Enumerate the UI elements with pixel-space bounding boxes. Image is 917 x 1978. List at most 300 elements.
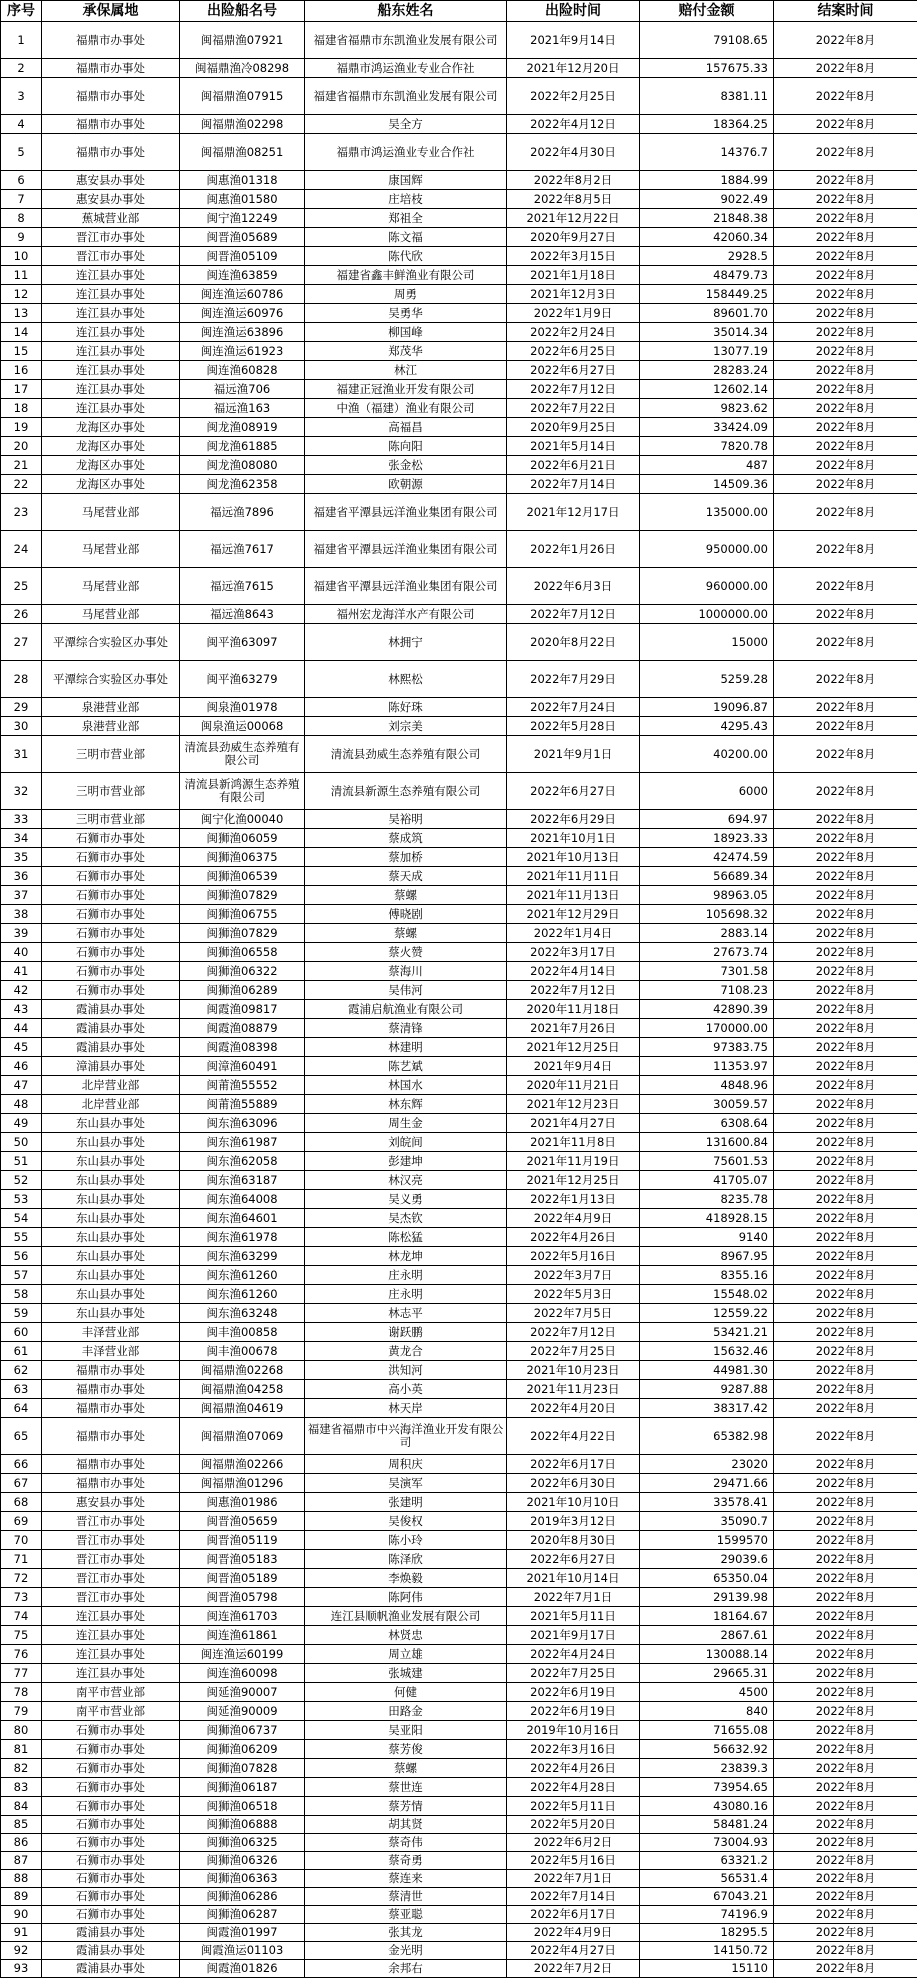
row-owner: 福鼎市鸿运渔业专业合作社 — [305, 59, 507, 78]
table-row — [1, 1683, 917, 1702]
row-amount: 487 — [640, 456, 774, 475]
row-closed-date: 2022年8月 — [774, 773, 917, 810]
row-index: 8 — [1, 209, 42, 228]
row-amount: 74196.9 — [640, 1906, 774, 1924]
row-amount: 29471.66 — [640, 1474, 774, 1493]
row-vessel: 闽狮渔06059 — [180, 829, 305, 848]
row-closed-date: 2022年8月 — [774, 736, 917, 773]
table-row — [1, 568, 917, 605]
row-incident-date: 2022年3月15日 — [507, 247, 640, 266]
row-index: 50 — [1, 1133, 42, 1152]
row-closed-date: 2022年8月 — [774, 810, 917, 829]
row-index: 22 — [1, 475, 42, 494]
row-closed-date: 2022年8月 — [774, 1721, 917, 1740]
row-incident-date: 2022年8月5日 — [507, 190, 640, 209]
row-incident-date: 2021年7月26日 — [507, 1019, 640, 1038]
table-row — [1, 1455, 917, 1474]
row-amount: 89601.70 — [640, 304, 774, 323]
row-vessel: 闽东渔64008 — [180, 1190, 305, 1209]
row-owner: 蔡天成 — [305, 867, 507, 886]
row-index: 33 — [1, 810, 42, 829]
row-vessel: 闽晋渔05798 — [180, 1588, 305, 1607]
row-vessel: 闽连渔运60976 — [180, 304, 305, 323]
row-office: 福鼎市办事处 — [42, 78, 180, 115]
row-vessel: 闽丰渔00858 — [180, 1323, 305, 1342]
row-closed-date: 2022年8月 — [774, 886, 917, 905]
row-owner: 田路金 — [305, 1702, 507, 1721]
table-row — [1, 437, 917, 456]
row-owner: 周勇 — [305, 285, 507, 304]
row-office: 北岸营业部 — [42, 1076, 180, 1095]
row-index: 75 — [1, 1626, 42, 1645]
row-closed-date: 2022年8月 — [774, 1228, 917, 1247]
row-amount: 2867.61 — [640, 1626, 774, 1645]
row-office: 连江县办事处 — [42, 380, 180, 399]
row-owner: 林汉亮 — [305, 1171, 507, 1190]
row-office: 石狮市办事处 — [42, 981, 180, 1000]
row-index: 12 — [1, 285, 42, 304]
table-row — [1, 1512, 917, 1531]
row-vessel: 闽东渔63187 — [180, 1171, 305, 1190]
row-closed-date: 2022年8月 — [774, 848, 917, 867]
row-incident-date: 2022年1月9日 — [507, 304, 640, 323]
table-row — [1, 418, 917, 437]
table-row — [1, 1323, 917, 1342]
table-row — [1, 22, 917, 59]
row-incident-date: 2022年6月2日 — [507, 1834, 640, 1852]
row-index: 11 — [1, 266, 42, 285]
table-row — [1, 698, 917, 717]
row-amount: 7820.78 — [640, 437, 774, 456]
row-closed-date: 2022年8月 — [774, 981, 917, 1000]
row-office: 石狮市办事处 — [42, 867, 180, 886]
row-owner: 福建省福鼎市东凯渔业发展有限公司 — [305, 78, 507, 115]
row-office: 福鼎市办事处 — [42, 1399, 180, 1418]
row-office: 南平市营业部 — [42, 1683, 180, 1702]
row-amount: 18295.5 — [640, 1924, 774, 1942]
row-amount: 2928.5 — [640, 247, 774, 266]
row-incident-date: 2021年5月11日 — [507, 1607, 640, 1626]
row-owner: 清流县新源生态养殖有限公司 — [305, 773, 507, 810]
row-closed-date: 2022年8月 — [774, 1399, 917, 1418]
row-owner: 柳国峰 — [305, 323, 507, 342]
row-office: 平潭综合实验区办事处 — [42, 661, 180, 698]
row-amount: 9287.88 — [640, 1380, 774, 1399]
row-closed-date: 2022年8月 — [774, 1342, 917, 1361]
row-office: 龙海区办事处 — [42, 418, 180, 437]
row-index: 72 — [1, 1569, 42, 1588]
row-vessel: 闽平渔63097 — [180, 624, 305, 661]
row-owner: 林国水 — [305, 1076, 507, 1095]
row-vessel: 福远渔163 — [180, 399, 305, 418]
row-vessel: 闽狮渔06518 — [180, 1797, 305, 1816]
row-vessel: 闽福鼎渔07069 — [180, 1418, 305, 1455]
row-vessel: 闽晋渔05119 — [180, 1531, 305, 1550]
row-owner: 陈泽欣 — [305, 1550, 507, 1569]
row-owner: 蔡芳俊 — [305, 1740, 507, 1759]
row-vessel: 闽惠渔01580 — [180, 190, 305, 209]
table-row — [1, 342, 917, 361]
row-closed-date: 2022年8月 — [774, 1493, 917, 1512]
row-closed-date: 2022年8月 — [774, 905, 917, 924]
row-amount: 6308.64 — [640, 1114, 774, 1133]
row-index: 76 — [1, 1645, 42, 1664]
row-vessel: 清流县新鸿源生态养殖有限公司 — [180, 773, 305, 810]
row-owner: 庄永明 — [305, 1266, 507, 1285]
row-incident-date: 2021年1月18日 — [507, 266, 640, 285]
row-amount: 23839.3 — [640, 1759, 774, 1778]
row-office: 石狮市办事处 — [42, 829, 180, 848]
table-row — [1, 247, 917, 266]
table-row — [1, 1493, 917, 1512]
row-office: 丰泽营业部 — [42, 1342, 180, 1361]
row-vessel: 闽狮渔06363 — [180, 1870, 305, 1888]
row-closed-date: 2022年8月 — [774, 418, 917, 437]
row-closed-date: 2022年8月 — [774, 437, 917, 456]
row-office: 东山县办事处 — [42, 1304, 180, 1323]
row-vessel: 闽狮渔06375 — [180, 848, 305, 867]
row-owner: 蔡世连 — [305, 1778, 507, 1797]
table-row — [1, 1834, 917, 1852]
row-index: 66 — [1, 1455, 42, 1474]
row-office: 马尾营业部 — [42, 531, 180, 568]
row-amount: 4500 — [640, 1683, 774, 1702]
row-amount: 4295.43 — [640, 717, 774, 736]
row-closed-date: 2022年8月 — [774, 1474, 917, 1493]
row-vessel: 闽狮渔06755 — [180, 905, 305, 924]
row-closed-date: 2022年8月 — [774, 1455, 917, 1474]
row-vessel: 福远渔8643 — [180, 605, 305, 624]
row-closed-date: 2022年8月 — [774, 1285, 917, 1304]
row-closed-date: 2022年8月 — [774, 1133, 917, 1152]
row-office: 石狮市办事处 — [42, 848, 180, 867]
row-owner: 周生金 — [305, 1114, 507, 1133]
row-incident-date: 2022年4月20日 — [507, 1399, 640, 1418]
row-incident-date: 2022年7月22日 — [507, 399, 640, 418]
row-office: 晋江市办事处 — [42, 1588, 180, 1607]
row-incident-date: 2022年7月25日 — [507, 1342, 640, 1361]
row-closed-date: 2022年8月 — [774, 1778, 917, 1797]
row-owner: 蔡加桥 — [305, 848, 507, 867]
row-incident-date: 2020年8月30日 — [507, 1531, 640, 1550]
row-vessel: 闽晋渔05659 — [180, 1512, 305, 1531]
row-incident-date: 2022年7月2日 — [507, 1960, 640, 1978]
row-closed-date: 2022年8月 — [774, 531, 917, 568]
row-incident-date: 2022年6月3日 — [507, 568, 640, 605]
row-incident-date: 2022年7月12日 — [507, 605, 640, 624]
row-closed-date: 2022年8月 — [774, 1171, 917, 1190]
row-incident-date: 2022年4月9日 — [507, 1209, 640, 1228]
row-index: 68 — [1, 1493, 42, 1512]
table-row — [1, 1721, 917, 1740]
row-incident-date: 2021年10月13日 — [507, 848, 640, 867]
row-vessel: 闽狮渔06286 — [180, 1888, 305, 1906]
row-incident-date: 2021年4月27日 — [507, 1114, 640, 1133]
row-office: 福鼎市办事处 — [42, 59, 180, 78]
row-incident-date: 2022年1月26日 — [507, 531, 640, 568]
row-owner: 陈代欣 — [305, 247, 507, 266]
row-incident-date: 2020年11月18日 — [507, 1000, 640, 1019]
row-owner: 胡其贤 — [305, 1816, 507, 1834]
row-office: 晋江市办事处 — [42, 228, 180, 247]
row-owner: 林熙松 — [305, 661, 507, 698]
table-row — [1, 1190, 917, 1209]
row-index: 39 — [1, 924, 42, 943]
table-row — [1, 1171, 917, 1190]
row-owner: 吴义勇 — [305, 1190, 507, 1209]
row-incident-date: 2022年5月28日 — [507, 717, 640, 736]
row-owner: 陈艺斌 — [305, 1057, 507, 1076]
table-row — [1, 624, 917, 661]
row-vessel: 闽晋渔05189 — [180, 1569, 305, 1588]
row-closed-date: 2022年8月 — [774, 1569, 917, 1588]
row-incident-date: 2022年4月9日 — [507, 1924, 640, 1942]
row-office: 石狮市办事处 — [42, 1721, 180, 1740]
row-incident-date: 2022年4月22日 — [507, 1418, 640, 1455]
table-row — [1, 78, 917, 115]
row-owner: 福建省福鼎市中兴海洋渔业开发有限公司 — [305, 1418, 507, 1455]
table-row — [1, 1870, 917, 1888]
row-closed-date: 2022年8月 — [774, 1626, 917, 1645]
row-vessel: 闽狮渔07829 — [180, 924, 305, 943]
header-vessel: 出险船名号 — [180, 1, 305, 22]
row-vessel: 闽福鼎渔冷08298 — [180, 59, 305, 78]
row-amount: 41705.07 — [640, 1171, 774, 1190]
row-office: 三明市营业部 — [42, 773, 180, 810]
table-row — [1, 59, 917, 78]
table-row — [1, 1960, 917, 1978]
row-closed-date: 2022年8月 — [774, 399, 917, 418]
row-amount: 15632.46 — [640, 1342, 774, 1361]
row-index: 7 — [1, 190, 42, 209]
row-amount: 67043.21 — [640, 1888, 774, 1906]
row-owner: 张其龙 — [305, 1924, 507, 1942]
row-owner: 蔡螺 — [305, 924, 507, 943]
row-vessel: 闽福鼎渔01296 — [180, 1474, 305, 1493]
row-incident-date: 2022年7月12日 — [507, 981, 640, 1000]
row-index: 34 — [1, 829, 42, 848]
row-index: 74 — [1, 1607, 42, 1626]
row-index: 10 — [1, 247, 42, 266]
row-amount: 44981.30 — [640, 1361, 774, 1380]
row-index: 28 — [1, 661, 42, 698]
row-amount: 131600.84 — [640, 1133, 774, 1152]
row-incident-date: 2021年12月22日 — [507, 209, 640, 228]
row-index: 56 — [1, 1247, 42, 1266]
row-closed-date: 2022年8月 — [774, 1942, 917, 1960]
row-office: 北岸营业部 — [42, 1095, 180, 1114]
row-closed-date: 2022年8月 — [774, 494, 917, 531]
row-amount: 6000 — [640, 773, 774, 810]
header-office: 承保属地 — [42, 1, 180, 22]
table-row — [1, 1740, 917, 1759]
row-closed-date: 2022年8月 — [774, 1380, 917, 1399]
row-vessel: 闽东渔63299 — [180, 1247, 305, 1266]
row-vessel: 闽狮渔06325 — [180, 1834, 305, 1852]
table-row — [1, 475, 917, 494]
row-index: 41 — [1, 962, 42, 981]
row-vessel: 闽连渔运63896 — [180, 323, 305, 342]
row-vessel: 闽漳渔60491 — [180, 1057, 305, 1076]
row-office: 石狮市办事处 — [42, 924, 180, 943]
row-index: 84 — [1, 1797, 42, 1816]
row-index: 9 — [1, 228, 42, 247]
row-incident-date: 2022年6月17日 — [507, 1455, 640, 1474]
row-amount: 15110 — [640, 1960, 774, 1978]
header-incident-date: 出险时间 — [507, 1, 640, 22]
row-incident-date: 2021年9月4日 — [507, 1057, 640, 1076]
row-owner: 陈松猛 — [305, 1228, 507, 1247]
table-row — [1, 1019, 917, 1038]
row-closed-date: 2022年8月 — [774, 171, 917, 190]
table-row — [1, 1759, 917, 1778]
row-closed-date: 2022年8月 — [774, 1152, 917, 1171]
row-vessel: 闽龙渔08919 — [180, 418, 305, 437]
row-amount: 63321.2 — [640, 1852, 774, 1870]
row-vessel: 闽连渔运60786 — [180, 285, 305, 304]
row-amount: 65350.04 — [640, 1569, 774, 1588]
row-closed-date: 2022年8月 — [774, 1114, 917, 1133]
row-amount: 7301.58 — [640, 962, 774, 981]
row-index: 29 — [1, 698, 42, 717]
row-vessel: 闽莆渔55552 — [180, 1076, 305, 1095]
row-index: 25 — [1, 568, 42, 605]
row-amount: 950000.00 — [640, 531, 774, 568]
row-incident-date: 2022年3月16日 — [507, 1740, 640, 1759]
row-amount: 105698.32 — [640, 905, 774, 924]
table-row — [1, 1816, 917, 1834]
row-incident-date: 2020年9月27日 — [507, 228, 640, 247]
row-incident-date: 2020年8月22日 — [507, 624, 640, 661]
row-owner: 霞浦启航渔业有限公司 — [305, 1000, 507, 1019]
row-amount: 79108.65 — [640, 22, 774, 59]
row-closed-date: 2022年8月 — [774, 190, 917, 209]
row-index: 64 — [1, 1399, 42, 1418]
row-owner: 林志平 — [305, 1304, 507, 1323]
table-row — [1, 304, 917, 323]
row-closed-date: 2022年8月 — [774, 1550, 917, 1569]
row-vessel: 闽狮渔06539 — [180, 867, 305, 886]
row-office: 龙海区办事处 — [42, 475, 180, 494]
row-amount: 9823.62 — [640, 399, 774, 418]
row-amount: 30059.57 — [640, 1095, 774, 1114]
row-vessel: 闽福鼎渔04258 — [180, 1380, 305, 1399]
row-owner: 吴亚阳 — [305, 1721, 507, 1740]
row-incident-date: 2022年6月27日 — [507, 1550, 640, 1569]
row-office: 东山县办事处 — [42, 1133, 180, 1152]
row-closed-date: 2022年8月 — [774, 829, 917, 848]
row-closed-date: 2022年8月 — [774, 1607, 917, 1626]
row-incident-date: 2021年9月17日 — [507, 1626, 640, 1645]
row-owner: 吴勇华 — [305, 304, 507, 323]
row-amount: 694.97 — [640, 810, 774, 829]
table-row — [1, 1038, 917, 1057]
table-header — [1, 1, 917, 22]
row-incident-date: 2022年1月4日 — [507, 924, 640, 943]
row-amount: 38317.42 — [640, 1399, 774, 1418]
table-row — [1, 886, 917, 905]
row-vessel: 闽东渔61260 — [180, 1266, 305, 1285]
row-vessel: 闽连渔运60199 — [180, 1645, 305, 1664]
row-owner: 福鼎市鸿运渔业专业合作社 — [305, 134, 507, 171]
row-index: 46 — [1, 1057, 42, 1076]
row-vessel: 闽霞渔01826 — [180, 1960, 305, 1978]
row-incident-date: 2022年4月24日 — [507, 1645, 640, 1664]
row-owner: 蔡成筑 — [305, 829, 507, 848]
row-index: 21 — [1, 456, 42, 475]
row-office: 连江县办事处 — [42, 342, 180, 361]
row-closed-date: 2022年8月 — [774, 22, 917, 59]
row-owner: 彭建坤 — [305, 1152, 507, 1171]
row-index: 71 — [1, 1550, 42, 1569]
row-office: 石狮市办事处 — [42, 1888, 180, 1906]
row-vessel: 闽连渔61703 — [180, 1607, 305, 1626]
row-incident-date: 2022年6月25日 — [507, 342, 640, 361]
row-incident-date: 2021年9月14日 — [507, 22, 640, 59]
row-incident-date: 2021年10月10日 — [507, 1493, 640, 1512]
row-owner: 郑茂华 — [305, 342, 507, 361]
row-index: 48 — [1, 1095, 42, 1114]
row-index: 81 — [1, 1740, 42, 1759]
table-row — [1, 494, 917, 531]
row-incident-date: 2022年6月27日 — [507, 773, 640, 810]
row-owner: 蔡亚聪 — [305, 1906, 507, 1924]
row-index: 4 — [1, 115, 42, 134]
row-amount: 40200.00 — [640, 736, 774, 773]
row-vessel: 闽狮渔06737 — [180, 1721, 305, 1740]
row-closed-date: 2022年8月 — [774, 304, 917, 323]
row-amount: 8235.78 — [640, 1190, 774, 1209]
row-closed-date: 2022年8月 — [774, 1209, 917, 1228]
row-index: 52 — [1, 1171, 42, 1190]
row-office: 连江县办事处 — [42, 1626, 180, 1645]
row-owner: 陈阿伟 — [305, 1588, 507, 1607]
row-owner: 蔡连来 — [305, 1870, 507, 1888]
row-vessel: 闽平渔63279 — [180, 661, 305, 698]
table-row — [1, 361, 917, 380]
row-office: 泉港营业部 — [42, 698, 180, 717]
row-office: 霞浦县办事处 — [42, 1960, 180, 1978]
row-index: 42 — [1, 981, 42, 1000]
row-incident-date: 2022年5月11日 — [507, 1797, 640, 1816]
row-amount: 23020 — [640, 1455, 774, 1474]
row-vessel: 闽东渔61987 — [180, 1133, 305, 1152]
row-owner: 高福昌 — [305, 418, 507, 437]
row-incident-date: 2022年4月14日 — [507, 962, 640, 981]
row-owner: 余邦右 — [305, 1960, 507, 1978]
row-amount: 14376.7 — [640, 134, 774, 171]
row-office: 石狮市办事处 — [42, 886, 180, 905]
row-office: 南平市营业部 — [42, 1702, 180, 1721]
row-owner: 谢跃鹏 — [305, 1323, 507, 1342]
row-closed-date: 2022年8月 — [774, 1664, 917, 1683]
table-row — [1, 1114, 917, 1133]
row-index: 93 — [1, 1960, 42, 1978]
row-owner: 郑祖全 — [305, 209, 507, 228]
row-vessel: 福远渔7615 — [180, 568, 305, 605]
table-row — [1, 1550, 917, 1569]
row-vessel: 闽福鼎渔04619 — [180, 1399, 305, 1418]
row-owner: 陈小玲 — [305, 1531, 507, 1550]
row-owner: 吴演军 — [305, 1474, 507, 1493]
row-index: 16 — [1, 361, 42, 380]
table-row — [1, 1778, 917, 1797]
row-vessel: 清流县劲威生态养殖有限公司 — [180, 736, 305, 773]
row-incident-date: 2022年5月3日 — [507, 1285, 640, 1304]
row-vessel: 闽晋渔05109 — [180, 247, 305, 266]
table-row — [1, 717, 917, 736]
row-amount: 56531.4 — [640, 1870, 774, 1888]
